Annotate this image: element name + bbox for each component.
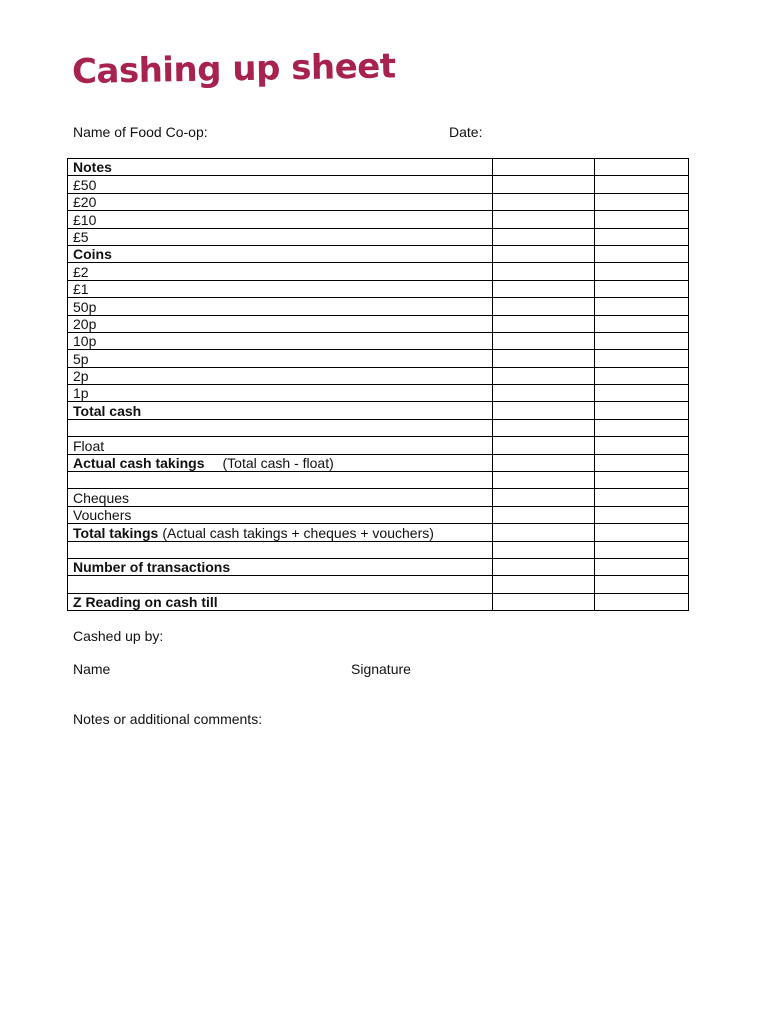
- entry-cell[interactable]: [493, 419, 595, 436]
- entry-cell[interactable]: [493, 211, 595, 228]
- entry-cell[interactable]: [595, 193, 689, 210]
- row-label-cell: [68, 419, 493, 436]
- entry-cell[interactable]: [595, 245, 689, 262]
- row-label: 1p: [73, 385, 89, 402]
- row-label-cell: [68, 437, 493, 454]
- row-label-cell: [68, 402, 493, 419]
- signature-label: Signature: [351, 661, 411, 677]
- table-row: [68, 402, 689, 419]
- entry-cell[interactable]: [595, 593, 689, 610]
- row-label-cell: [68, 298, 493, 315]
- entry-cell[interactable]: [595, 576, 689, 593]
- row-label-cell: [68, 228, 493, 245]
- entry-cell[interactable]: [493, 506, 595, 523]
- row-label-cell: [68, 193, 493, 210]
- table-row: [68, 280, 689, 297]
- row-label-cell: [68, 315, 493, 332]
- entry-cell[interactable]: [595, 350, 689, 367]
- page-title: Cashing up sheet: [71, 46, 396, 92]
- entry-cell[interactable]: [595, 315, 689, 332]
- row-label: £2: [73, 263, 89, 280]
- entry-cell[interactable]: [595, 332, 689, 349]
- table-row: [68, 506, 689, 523]
- entry-cell[interactable]: [493, 367, 595, 384]
- row-label: Total takings: [73, 524, 159, 541]
- entry-cell[interactable]: [493, 280, 595, 297]
- row-label: Number of transactions: [73, 559, 231, 576]
- row-label-cell: [68, 541, 493, 558]
- entry-cell[interactable]: [493, 228, 595, 245]
- entry-cell[interactable]: [493, 524, 595, 541]
- row-label-note: (Total cash - float): [222, 455, 334, 472]
- entry-cell[interactable]: [493, 576, 595, 593]
- date-label: Date:: [449, 124, 483, 140]
- table-row: [68, 263, 689, 280]
- row-label-cell: [68, 332, 493, 349]
- table-row: [68, 159, 689, 176]
- entry-cell[interactable]: [595, 159, 689, 176]
- entry-cell[interactable]: [595, 558, 689, 575]
- table-row: [68, 489, 689, 506]
- table-row: [68, 576, 689, 593]
- table-row: [68, 437, 689, 454]
- entry-cell[interactable]: [595, 541, 689, 558]
- entry-cell[interactable]: [595, 280, 689, 297]
- food-coop-name-label: Name of Food Co-op:: [73, 124, 208, 140]
- entry-cell[interactable]: [595, 489, 689, 506]
- row-label: Vouchers: [73, 507, 132, 524]
- entry-cell[interactable]: [595, 228, 689, 245]
- table-row: [68, 472, 689, 489]
- row-label-cell: [68, 593, 493, 610]
- row-label-cell: [68, 385, 493, 402]
- entry-cell[interactable]: [493, 385, 595, 402]
- entry-cell[interactable]: [595, 385, 689, 402]
- table-row: [68, 454, 689, 471]
- row-label-cell: [68, 367, 493, 384]
- entry-cell[interactable]: [595, 524, 689, 541]
- table-row: [68, 367, 689, 384]
- cashed-up-by-label: Cashed up by:: [73, 628, 164, 644]
- entry-cell[interactable]: [493, 176, 595, 193]
- entry-cell[interactable]: [493, 558, 595, 575]
- entry-cell[interactable]: [595, 454, 689, 471]
- row-label: Coins: [73, 246, 112, 263]
- table-row: [68, 332, 689, 349]
- row-label-cell: [68, 211, 493, 228]
- entry-cell[interactable]: [595, 263, 689, 280]
- row-label-cell: [68, 280, 493, 297]
- entry-cell[interactable]: [493, 315, 595, 332]
- row-label: 2p: [73, 368, 89, 385]
- row-label-cell: [68, 245, 493, 262]
- entry-cell[interactable]: [493, 350, 595, 367]
- row-label: £1: [73, 281, 89, 298]
- entry-cell[interactable]: [595, 472, 689, 489]
- entry-cell[interactable]: [595, 298, 689, 315]
- entry-cell[interactable]: [595, 402, 689, 419]
- row-label-cell: [68, 576, 493, 593]
- entry-cell[interactable]: [595, 176, 689, 193]
- row-label-cell: [68, 176, 493, 193]
- table-row: [68, 385, 689, 402]
- row-label: 50p: [73, 298, 97, 315]
- row-label-cell: [68, 489, 493, 506]
- table-row: [68, 524, 689, 541]
- row-label-cell: [68, 472, 493, 489]
- entry-cell[interactable]: [493, 454, 595, 471]
- cashing-up-table: [67, 158, 689, 611]
- row-label: Total cash: [73, 402, 142, 419]
- row-label-cell: [68, 524, 493, 541]
- entry-cell[interactable]: [493, 263, 595, 280]
- entry-cell[interactable]: [493, 541, 595, 558]
- row-label: £50: [73, 176, 97, 193]
- entry-cell[interactable]: [595, 437, 689, 454]
- table-row: [68, 193, 689, 210]
- table-row: [68, 298, 689, 315]
- row-label: 20p: [73, 315, 97, 332]
- entry-cell[interactable]: [493, 245, 595, 262]
- entry-cell[interactable]: [493, 402, 595, 419]
- row-label-cell: [68, 506, 493, 523]
- table-row: [68, 315, 689, 332]
- table-row: [68, 593, 689, 610]
- table-row: [68, 228, 689, 245]
- row-label: £5: [73, 228, 89, 245]
- entry-cell[interactable]: [595, 506, 689, 523]
- row-label: £20: [73, 194, 97, 211]
- entry-cell[interactable]: [493, 437, 595, 454]
- row-label: Notes: [73, 159, 112, 176]
- additional-comments-label: Notes or additional comments:: [73, 711, 263, 727]
- name-label: Name: [73, 661, 111, 677]
- row-label: Z Reading on cash till: [73, 594, 218, 611]
- entry-cell[interactable]: [493, 193, 595, 210]
- row-label-note: (Actual cash takings + cheques + vouchers): [162, 524, 434, 541]
- entry-cell[interactable]: [493, 593, 595, 610]
- row-label: £10: [73, 211, 97, 228]
- row-label: Cheques: [73, 489, 130, 506]
- table-row: [68, 176, 689, 193]
- row-label: 5p: [73, 350, 89, 367]
- entry-cell[interactable]: [595, 211, 689, 228]
- entry-cell[interactable]: [493, 472, 595, 489]
- entry-cell[interactable]: [493, 489, 595, 506]
- table-row: [68, 211, 689, 228]
- row-label: 10p: [73, 333, 97, 350]
- row-label-cell: [68, 454, 493, 471]
- table-row: [68, 350, 689, 367]
- entry-cell[interactable]: [493, 332, 595, 349]
- row-label-cell: [68, 558, 493, 575]
- row-label: Actual cash takings: [73, 455, 205, 472]
- entry-cell[interactable]: [595, 419, 689, 436]
- entry-cell[interactable]: [595, 367, 689, 384]
- entry-cell[interactable]: [493, 159, 595, 176]
- table-row: [68, 541, 689, 558]
- row-label-cell: [68, 263, 493, 280]
- row-label-cell: [68, 159, 493, 176]
- row-label-cell: [68, 350, 493, 367]
- table-row: [68, 558, 689, 575]
- table-row: [68, 245, 689, 262]
- entry-cell[interactable]: [493, 298, 595, 315]
- table-row: [68, 419, 689, 436]
- row-label: Float: [73, 437, 105, 454]
